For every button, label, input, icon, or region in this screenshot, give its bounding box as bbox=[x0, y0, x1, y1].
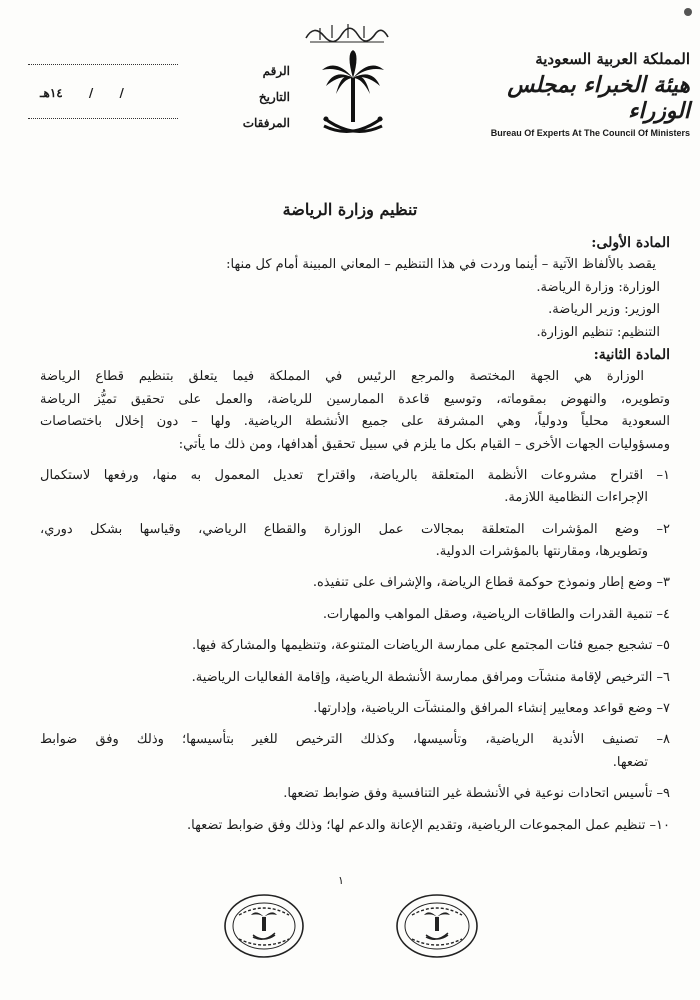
article2-paragraph-line: وتطويره، والنهوض بمقوماته، وتوسيع قاعدة الممارسين للرياضة، والعمل على تحقيق تميُّز الرياضة bbox=[40, 391, 670, 407]
official-seal-right bbox=[395, 893, 479, 959]
list-item-7: ٧– وضع قواعد ومعايير إنشاء المرافق والمنشآت الرياضية، وإدارتها. bbox=[313, 701, 670, 717]
list-item-8: ٨– تصنيف الأندية الرياضية، وتأسيسها، وكذلك الترخيص للغير بتأسيسها؛ وذلك وفق ضوابط bbox=[40, 732, 670, 748]
corner-mark bbox=[684, 8, 692, 16]
page-number: ١ bbox=[338, 874, 344, 887]
bureau-name-english: Bureau Of Experts At The Council Of Ministers bbox=[490, 128, 690, 138]
attachments-label: المرفقات bbox=[242, 116, 290, 130]
bureau-name-arabic: هيئة الخبراء بمجلس الوزراء bbox=[507, 72, 690, 124]
list-item-1: ١– اقتراح مشروعات الأنظمة المتعلقة بالرياضة، واقتراح تعديل المعمول به منها، ورفعها لاستكمال bbox=[40, 467, 670, 483]
list-item-2-continued: وتطويرها، ومقارنتها بالمؤشرات الدولية. bbox=[435, 544, 648, 560]
document-title: تنظيم وزارة الرياضة bbox=[282, 200, 418, 219]
document-body bbox=[40, 232, 670, 837]
list-item-4: ٤– تنمية القدرات والطاقات الرياضية، وصقل المواهب والمهارات. bbox=[322, 606, 670, 622]
list-item-2: ٢– وضع المؤشرات المتعلقة بمجالات عمل الوزارة والقطاع الرياضي، وقياسها بشكل دوري، bbox=[40, 521, 670, 537]
attachments-line bbox=[28, 118, 178, 119]
reference-fields bbox=[180, 58, 290, 136]
article1-intro: يقصد بالألفاظ الآتية – أينما وردت في هذا التنظيم – المعاني المبينة أمام كل منها: bbox=[226, 257, 656, 273]
definition-regulation: التنظيم: تنظيم الوزارة. bbox=[536, 324, 660, 340]
list-item-3: ٣– وضع إطار ونموذج حوكمة قطاع الرياضة، والإشراف على تنفيذه. bbox=[312, 575, 670, 591]
article2-paragraph-line: ومسؤوليات الجهات الأخرى – القيام بكل ما يلزم في سبيل تحقيق أهدافها، ومن ذلك ما يأتي: bbox=[178, 436, 670, 452]
definition-ministry: الوزارة: وزارة الرياضة. bbox=[536, 279, 660, 295]
official-seal-left bbox=[223, 893, 305, 959]
list-item-8-continued: تضعها. bbox=[612, 754, 648, 770]
list-item-5: ٥– تشجيع جميع فئات المجتمع على ممارسة الرياضات المتنوعة، وتنظيمها والمشاركة فيها. bbox=[191, 638, 670, 654]
basmala-calligraphy bbox=[302, 16, 392, 46]
institution-header bbox=[470, 50, 690, 138]
list-item-6: ٦– الترخيص لإقامة منشآت ومرافق ممارسة الأنشطة الرياضية، وإقامة الفعاليات الرياضية. bbox=[191, 669, 670, 685]
article2-paragraph-line: السعودية محلياً ودولياً، وهي المشرفة على جميع الأنشطة الرياضية. ولها – دون إخلال باختصاصات bbox=[40, 414, 670, 430]
list-item-1-continued: الإجراءات النظامية اللازمة. bbox=[504, 490, 648, 506]
date-value: / / ١٤هـ bbox=[40, 86, 124, 100]
kingdom-name: المملكة العربية السعودية bbox=[535, 50, 690, 68]
list-item-9: ٩– تأسيس اتحادات نوعية في الأنشطة غير التنافسية وفق ضوابط تضعها. bbox=[283, 786, 670, 802]
date-label: التاريخ bbox=[258, 90, 290, 104]
article2-heading: المادة الثانية: bbox=[593, 346, 670, 363]
article2-paragraph-line: الوزارة هي الجهة المختصة والمرجع الرئيس في المملكة فيما يتعلق بتنظيم قطاع الرياضة bbox=[40, 369, 644, 385]
number-label: الرقم bbox=[262, 64, 290, 78]
definition-minister: الوزير: وزير الرياضة. bbox=[548, 302, 660, 318]
article1-heading: المادة الأولى: bbox=[591, 235, 670, 251]
list-item-10: ١٠– تنظيم عمل المجموعات الرياضية، وتقديم الإعانة والدعم لها؛ وذلك وفق ضوابط تضعها. bbox=[187, 817, 670, 833]
saudi-emblem-icon bbox=[318, 48, 388, 144]
number-line bbox=[28, 64, 178, 65]
